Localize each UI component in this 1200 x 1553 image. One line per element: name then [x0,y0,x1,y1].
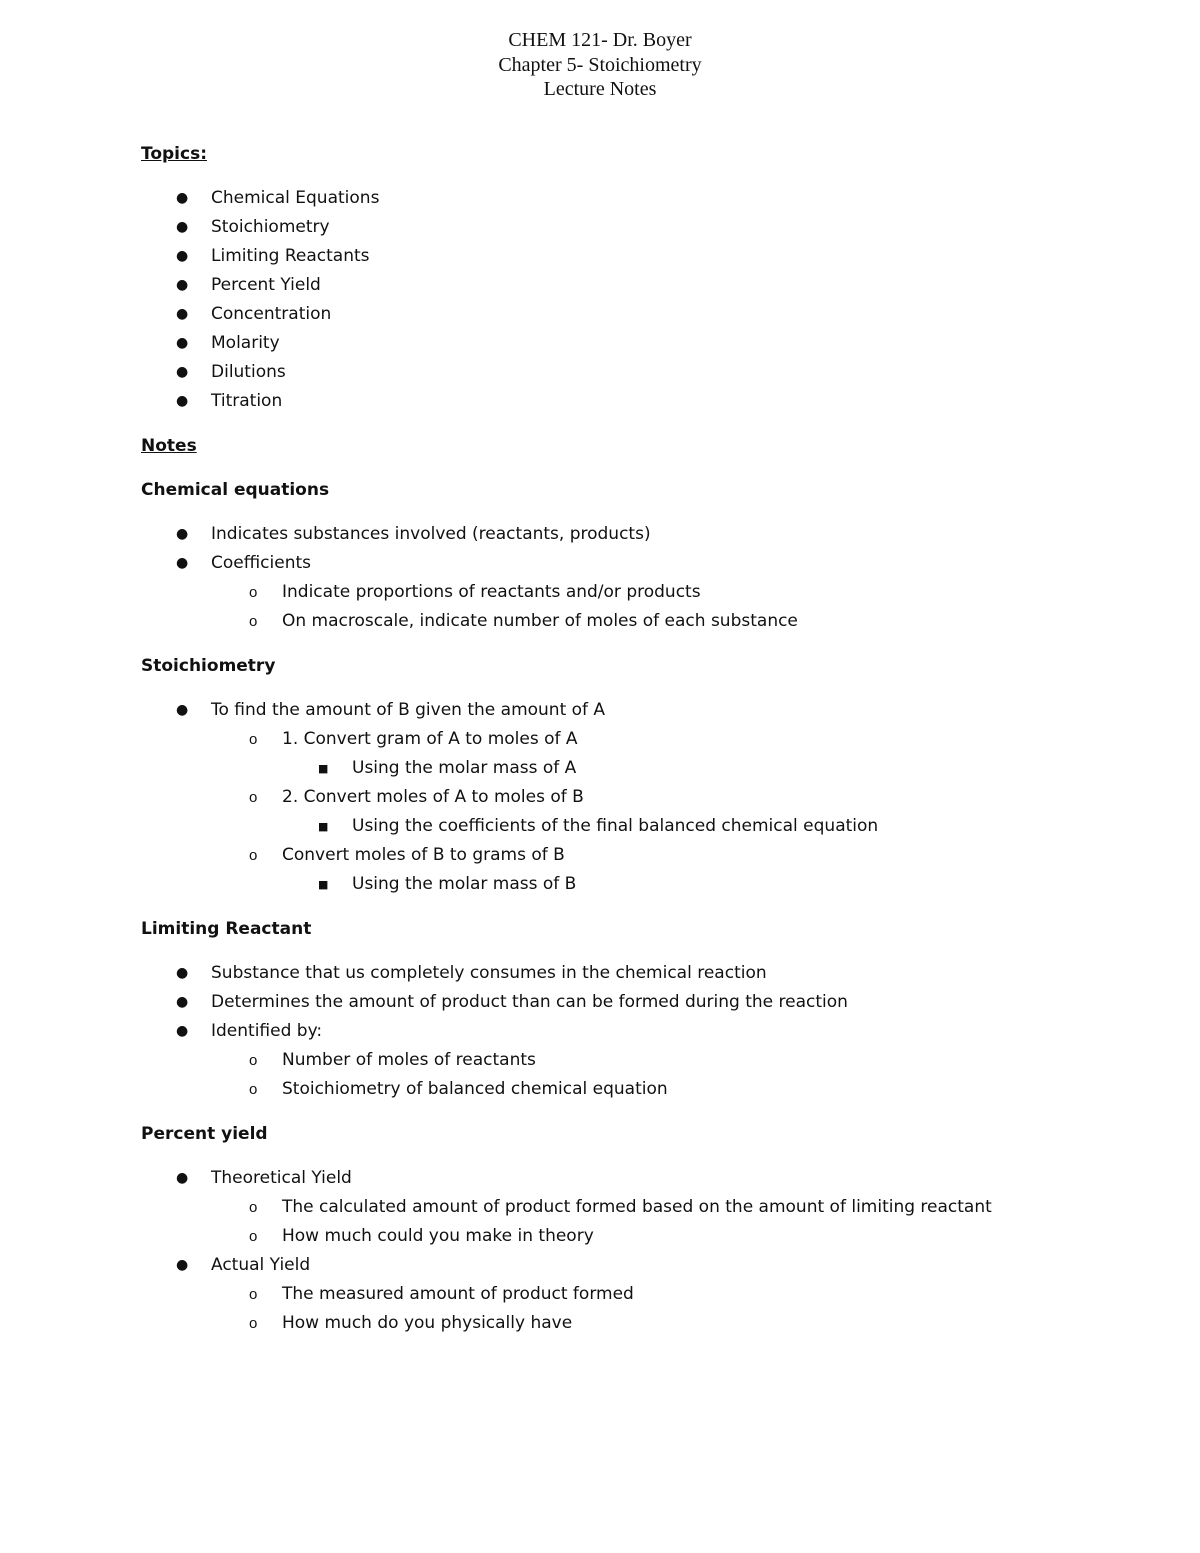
course-title: CHEM 121- Dr. Boyer [508,29,692,51]
document-subtitle: Lecture Notes [543,78,657,100]
circle-bullet-icon: o [249,1315,258,1332]
list-item: ● Percent Yield [141,271,1141,300]
bullet-icon: ● [176,1023,189,1039]
list-item: o Convert moles of B to grams of B [141,841,1141,870]
list-item: ● Dilutions [141,358,1141,387]
list-item: ● Substance that us completely consumes in the chemical reaction [141,959,1141,988]
percent-yield-list [141,1164,1141,1338]
list-item: o Number of moles of reactants [141,1046,1141,1075]
list-item: ● Titration [141,387,1141,416]
list-item: o Stoichiometry of balanced chemical equation [141,1075,1141,1104]
list-item: ● Indicates substances involved (reactants, products) [141,520,1141,549]
list-item: ● Coefficients [141,549,1141,578]
list-item: o How much could you make in theory [141,1222,1141,1251]
square-bullet-icon: ■ [318,878,329,891]
chapter-title: Chapter 5- Stoichiometry [498,53,702,76]
stoichiometry-list [141,696,1141,899]
bullet-icon: ● [176,248,189,264]
limiting-reactant-heading: Limiting Reactant [141,919,312,939]
list-item: o The measured amount of product formed [141,1280,1141,1309]
chemical-equations-heading: Chemical equations [141,480,330,500]
percent-yield-heading: Percent yield [141,1124,268,1144]
list-item: ■ Using the molar mass of A [141,754,1141,783]
chemical-equations-list [141,520,1141,636]
list-item: ● To find the amount of B given the amount of A [141,696,1141,725]
notes-heading: Notes [141,436,197,456]
document-header [0,28,1200,102]
list-item: ● Chemical Equations [141,184,1141,213]
bullet-icon: ● [176,994,189,1010]
list-item: ■ Using the coefficients of the final balanced chemical equation [141,812,1141,841]
list-item: ● Actual Yield [141,1251,1141,1280]
bullet-icon: ● [176,219,189,235]
bullet-icon: ● [176,277,189,293]
limiting-reactant-list [141,959,1141,1104]
bullet-icon: ● [176,702,189,718]
list-item: ■ Using the molar mass of B [141,870,1141,899]
list-item: ● Identified by: [141,1017,1141,1046]
list-item: o Indicate proportions of reactants and/or products [141,578,1141,607]
circle-bullet-icon: o [249,584,258,601]
list-item: ● Theoretical Yield [141,1164,1141,1193]
circle-bullet-icon: o [249,789,258,806]
circle-bullet-icon: o [249,1052,258,1069]
circle-bullet-icon: o [249,1228,258,1245]
square-bullet-icon: ■ [318,762,329,775]
circle-bullet-icon: o [249,1286,258,1303]
circle-bullet-icon: o [249,1199,258,1216]
bullet-icon: ● [176,306,189,322]
bullet-icon: ● [176,335,189,351]
list-item: o How much do you physically have [141,1309,1141,1338]
bullet-icon: ● [176,364,189,380]
bullet-icon: ● [176,190,189,206]
list-item: o 2. Convert moles of A to moles of B [141,783,1141,812]
document-body [141,140,1141,1338]
list-item: o On macroscale, indicate number of moles of each substance [141,607,1141,636]
list-item: ● Limiting Reactants [141,242,1141,271]
list-item: ● Concentration [141,300,1141,329]
bullet-icon: ● [176,526,189,542]
stoichiometry-heading: Stoichiometry [141,656,276,676]
list-item: o 1. Convert gram of A to moles of A [141,725,1141,754]
list-item: ● Molarity [141,329,1141,358]
bullet-icon: ● [176,1170,189,1186]
bullet-icon: ● [176,555,189,571]
circle-bullet-icon: o [249,613,258,630]
list-item: ● Stoichiometry [141,213,1141,242]
circle-bullet-icon: o [249,847,258,864]
circle-bullet-icon: o [249,731,258,748]
bullet-icon: ● [176,965,189,981]
topics-list [141,184,1141,416]
list-item: ● Determines the amount of product than can be formed during the reaction [141,988,1141,1017]
square-bullet-icon: ■ [318,820,329,833]
list-item: o The calculated amount of product formed based on the amount of limiting reactant [141,1193,1141,1222]
circle-bullet-icon: o [249,1081,258,1098]
topics-heading: Topics: [141,144,208,164]
bullet-icon: ● [176,1257,189,1273]
bullet-icon: ● [176,393,189,409]
